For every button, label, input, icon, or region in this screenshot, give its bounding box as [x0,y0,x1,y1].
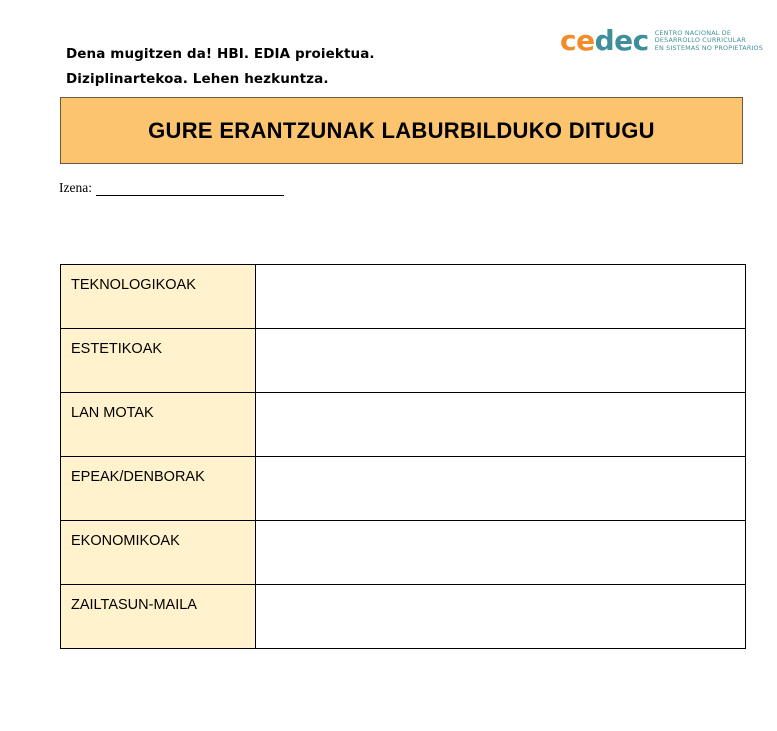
row-label-cell [61,393,256,457]
table-row [61,265,746,329]
header-project-line: Dena mugitzen da! HBI. EDIA proiektua. [66,46,375,62]
logo-tagline-line: EN SISTEMAS NO PROPIETARIOS [654,43,764,52]
row-label-cell [61,585,256,649]
row-answer-cell[interactable] [256,457,746,521]
logo-dec: dec [594,24,649,57]
row-label: EKONOMIKOAK [71,533,180,549]
title-banner [60,97,743,164]
row-label-cell [61,329,256,393]
name-label: Izena: [59,180,92,195]
header-level-line: Diziplinartekoa. Lehen hezkuntza. [66,71,329,87]
summary-table [60,264,746,649]
table-row [61,521,746,585]
table-row [61,393,746,457]
row-answer-cell[interactable] [256,521,746,585]
row-label-cell [61,457,256,521]
row-label: ESTETIKOAK [71,341,163,357]
logo-tagline [655,30,763,52]
logo-tagline-line: CENTRO NACIONAL DE [654,28,732,37]
row-answer-cell[interactable] [256,329,746,393]
row-label: EPEAK/DENBORAK [71,469,205,485]
name-blank-line[interactable] [96,182,284,196]
row-label: LAN MOTAK [71,405,154,421]
name-field-row [59,180,284,196]
row-label: TEKNOLOGIKOAK [71,277,196,293]
logo-wordmark [560,26,649,56]
page-title: GURE ERANTZUNAK LABURBILDUKO DITUGU [148,117,655,143]
row-label-cell [61,265,256,329]
row-label-cell [61,521,256,585]
row-answer-cell[interactable] [256,393,746,457]
cedec-logo [560,26,763,56]
logo-ce: ce [560,24,595,57]
row-answer-cell[interactable] [256,585,746,649]
logo-tagline-line: DESARROLLO CURRICULAR [654,36,746,45]
table-row [61,457,746,521]
row-label: ZAILTASUN-MAILA [71,597,197,613]
table-row [61,329,746,393]
row-answer-cell[interactable] [256,265,746,329]
table-row [61,585,746,649]
